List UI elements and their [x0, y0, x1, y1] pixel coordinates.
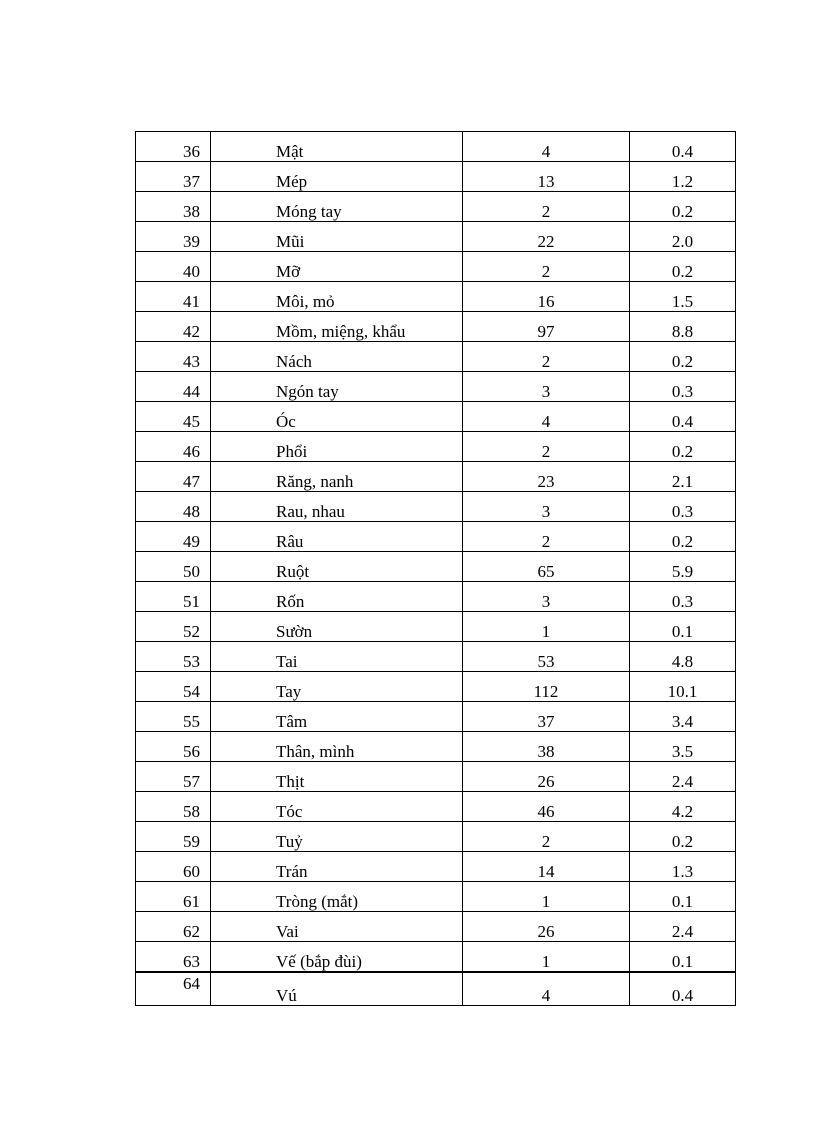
- table-row: [136, 372, 736, 402]
- row-number-cell: 61: [136, 882, 211, 912]
- row-number-cell: 58: [136, 792, 211, 822]
- row-number-cell: 48: [136, 492, 211, 522]
- table-row: [136, 852, 736, 882]
- term-cell: Mũi: [211, 222, 463, 252]
- percent-cell: 3.5: [630, 732, 736, 762]
- table-row: [136, 612, 736, 642]
- term-cell: Ruột: [211, 552, 463, 582]
- term-cell: Râu: [211, 522, 463, 552]
- row-number-cell: 46: [136, 432, 211, 462]
- row-number-cell: 45: [136, 402, 211, 432]
- percent-cell: 0.1: [630, 612, 736, 642]
- count-cell: 53: [463, 642, 630, 672]
- count-cell: 26: [463, 762, 630, 792]
- percent-cell: 0.2: [630, 342, 736, 372]
- term-cell: Tâm: [211, 702, 463, 732]
- count-cell: 2: [463, 192, 630, 222]
- term-cell: Vế (bắp đùi): [211, 942, 463, 973]
- row-number-cell: 55: [136, 702, 211, 732]
- term-cell: Tai: [211, 642, 463, 672]
- percent-cell: 1.3: [630, 852, 736, 882]
- row-number-cell: 36: [136, 132, 211, 162]
- percent-cell: 1.2: [630, 162, 736, 192]
- term-cell: Tay: [211, 672, 463, 702]
- percent-cell: 0.1: [630, 942, 736, 973]
- percent-cell: 8.8: [630, 312, 736, 342]
- percent-cell: 4.2: [630, 792, 736, 822]
- term-cell: Rốn: [211, 582, 463, 612]
- table-row: [136, 642, 736, 672]
- term-cell: Răng, nanh: [211, 462, 463, 492]
- count-cell: 3: [463, 582, 630, 612]
- percent-cell: 0.4: [630, 402, 736, 432]
- row-number-cell: 52: [136, 612, 211, 642]
- table-row: [136, 402, 736, 432]
- row-number-cell: 57: [136, 762, 211, 792]
- frequency-table: [135, 131, 736, 1006]
- count-cell: 37: [463, 702, 630, 732]
- row-number-cell: 54: [136, 672, 211, 702]
- row-number-cell: 63: [136, 942, 211, 973]
- percent-cell: 0.3: [630, 492, 736, 522]
- count-cell: 65: [463, 552, 630, 582]
- term-cell: Ngón tay: [211, 372, 463, 402]
- percent-cell: 0.2: [630, 432, 736, 462]
- row-number-cell: 37: [136, 162, 211, 192]
- table-row: [136, 252, 736, 282]
- table-row: [136, 942, 736, 973]
- count-cell: 1: [463, 942, 630, 973]
- percent-cell: 0.4: [630, 132, 736, 162]
- percent-cell: 2.1: [630, 462, 736, 492]
- row-number-cell: 60: [136, 852, 211, 882]
- table-row: [136, 192, 736, 222]
- term-cell: Tròng (mắt): [211, 882, 463, 912]
- term-cell: Thân, mình: [211, 732, 463, 762]
- row-number-cell: 64: [136, 972, 211, 1006]
- count-cell: 2: [463, 822, 630, 852]
- term-cell: Mật: [211, 132, 463, 162]
- row-number-cell: 53: [136, 642, 211, 672]
- percent-cell: 0.2: [630, 192, 736, 222]
- percent-cell: 3.4: [630, 702, 736, 732]
- table-row: [136, 162, 736, 192]
- term-cell: Tuỷ: [211, 822, 463, 852]
- table-row: [136, 522, 736, 552]
- count-cell: 2: [463, 522, 630, 552]
- count-cell: 3: [463, 372, 630, 402]
- term-cell: Móng tay: [211, 192, 463, 222]
- table-row: [136, 672, 736, 702]
- percent-cell: 2.0: [630, 222, 736, 252]
- percent-cell: 0.2: [630, 822, 736, 852]
- row-number-cell: 47: [136, 462, 211, 492]
- count-cell: 112: [463, 672, 630, 702]
- count-cell: 97: [463, 312, 630, 342]
- count-cell: 2: [463, 432, 630, 462]
- table-row: [136, 432, 736, 462]
- percent-cell: 0.2: [630, 522, 736, 552]
- row-number-cell: 41: [136, 282, 211, 312]
- term-cell: Sườn: [211, 612, 463, 642]
- table-row: [136, 972, 736, 1006]
- row-number-cell: 59: [136, 822, 211, 852]
- count-cell: 4: [463, 402, 630, 432]
- term-cell: Vú: [211, 972, 463, 1006]
- count-cell: 1: [463, 882, 630, 912]
- table-row: [136, 312, 736, 342]
- term-cell: Môi, mỏ: [211, 282, 463, 312]
- count-cell: 2: [463, 252, 630, 282]
- count-cell: 3: [463, 492, 630, 522]
- row-number-cell: 56: [136, 732, 211, 762]
- count-cell: 16: [463, 282, 630, 312]
- count-cell: 4: [463, 132, 630, 162]
- term-cell: Phổi: [211, 432, 463, 462]
- percent-cell: 2.4: [630, 762, 736, 792]
- table-row: [136, 882, 736, 912]
- row-number-cell: 42: [136, 312, 211, 342]
- count-cell: 4: [463, 972, 630, 1006]
- row-number-cell: 49: [136, 522, 211, 552]
- count-cell: 26: [463, 912, 630, 942]
- table-row: [136, 282, 736, 312]
- table-body: [136, 132, 736, 1006]
- count-cell: 46: [463, 792, 630, 822]
- percent-cell: 0.2: [630, 252, 736, 282]
- table-row: [136, 702, 736, 732]
- count-cell: 14: [463, 852, 630, 882]
- percent-cell: 1.5: [630, 282, 736, 312]
- table-row: [136, 822, 736, 852]
- term-cell: Vai: [211, 912, 463, 942]
- term-cell: Trán: [211, 852, 463, 882]
- percent-cell: 0.1: [630, 882, 736, 912]
- table-row: [136, 762, 736, 792]
- table-row: [136, 342, 736, 372]
- count-cell: 2: [463, 342, 630, 372]
- term-cell: Thịt: [211, 762, 463, 792]
- table-row: [136, 792, 736, 822]
- row-number-cell: 43: [136, 342, 211, 372]
- term-cell: Rau, nhau: [211, 492, 463, 522]
- term-cell: Mỡ: [211, 252, 463, 282]
- term-cell: Nách: [211, 342, 463, 372]
- row-number-cell: 50: [136, 552, 211, 582]
- row-number-cell: 40: [136, 252, 211, 282]
- term-cell: Tóc: [211, 792, 463, 822]
- term-cell: Mồm, miệng, khẩu: [211, 312, 463, 342]
- table-row: [136, 132, 736, 162]
- term-cell: Óc: [211, 402, 463, 432]
- percent-cell: 5.9: [630, 552, 736, 582]
- percent-cell: 0.3: [630, 582, 736, 612]
- percent-cell: 10.1: [630, 672, 736, 702]
- percent-cell: 4.8: [630, 642, 736, 672]
- count-cell: 1: [463, 612, 630, 642]
- table-row: [136, 222, 736, 252]
- percent-cell: 0.3: [630, 372, 736, 402]
- table-row: [136, 582, 736, 612]
- table-row: [136, 732, 736, 762]
- table-row: [136, 462, 736, 492]
- table-row: [136, 552, 736, 582]
- count-cell: 23: [463, 462, 630, 492]
- row-number-cell: 62: [136, 912, 211, 942]
- row-number-cell: 39: [136, 222, 211, 252]
- percent-cell: 0.4: [630, 972, 736, 1006]
- row-number-cell: 44: [136, 372, 211, 402]
- table-row: [136, 492, 736, 522]
- percent-cell: 2.4: [630, 912, 736, 942]
- term-cell: Mép: [211, 162, 463, 192]
- row-number-cell: 51: [136, 582, 211, 612]
- table-row: [136, 912, 736, 942]
- row-number-cell: 38: [136, 192, 211, 222]
- count-cell: 13: [463, 162, 630, 192]
- count-cell: 22: [463, 222, 630, 252]
- count-cell: 38: [463, 732, 630, 762]
